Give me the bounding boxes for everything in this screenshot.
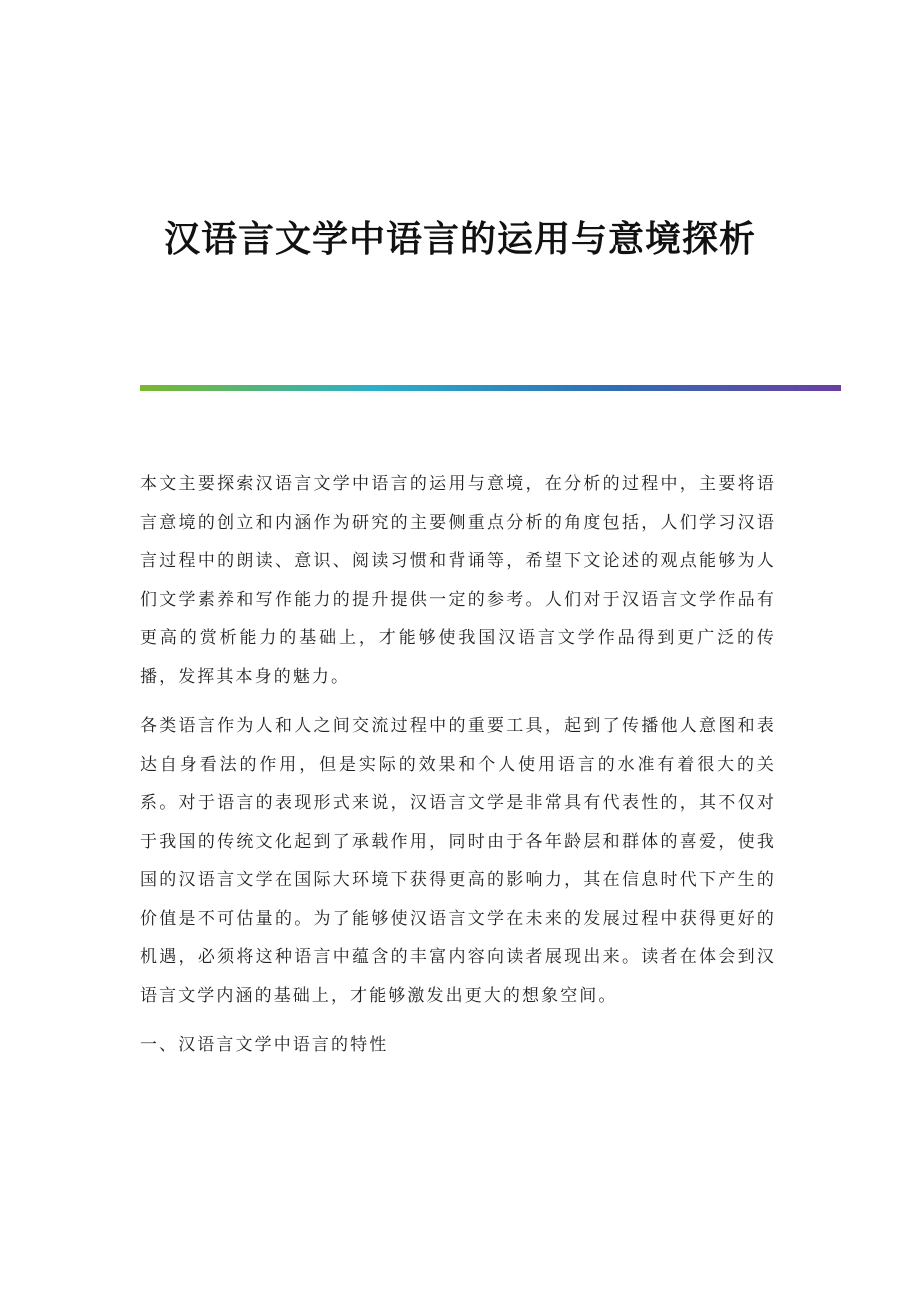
title-divider-rule <box>140 385 841 391</box>
paragraph-abstract: 本文主要探索汉语言文学中语言的运用与意境，在分析的过程中，主要将语言意境的创立和内涵作为研究的主要侧重点分析的角度包括，人们学习汉语言过程中的朗读、意识、阅读习惯和背诵等，希望下文论述的观点能够为人们文学素养和写作能力的提升提供一定的参考。人们对于汉语言文学作品有更高的赏析能力的基础上，才能够使我国汉语言文学作品得到更广泛的传播，发挥其本身的魅力。 <box>140 474 776 687</box>
document-body <box>140 465 776 1065</box>
document-title: 汉语言文学中语言的运用与意境探析 <box>163 218 756 261</box>
section-heading-1: 一、汉语言文学中语言的特性 <box>140 1035 389 1055</box>
paragraph-introduction: 各类语言作为人和人之间交流过程中的重要工具，起到了传播他人意图和表达自身看法的作用，但是实际的效果和个人使用语言的水准有着很大的关系。对于语言的表现形式来说，汉语言文学是非常具有代表性的，其不仅对于我国的传统文化起到了承载作用，同时由于各年龄层和群体的喜爱，使我国的汉语言文学在国际大环境下获得更高的影响力，其在信息时代下产生的价值是不可估量的。为了能够使汉语言文学在未来的发展过程中获得更好的机遇，必须将这种语言中蕴含的丰富内容向读者展现出来。读者在体会到汉语言文学内涵的基础上，才能够激发出更大的想象空间。 <box>140 716 776 1006</box>
